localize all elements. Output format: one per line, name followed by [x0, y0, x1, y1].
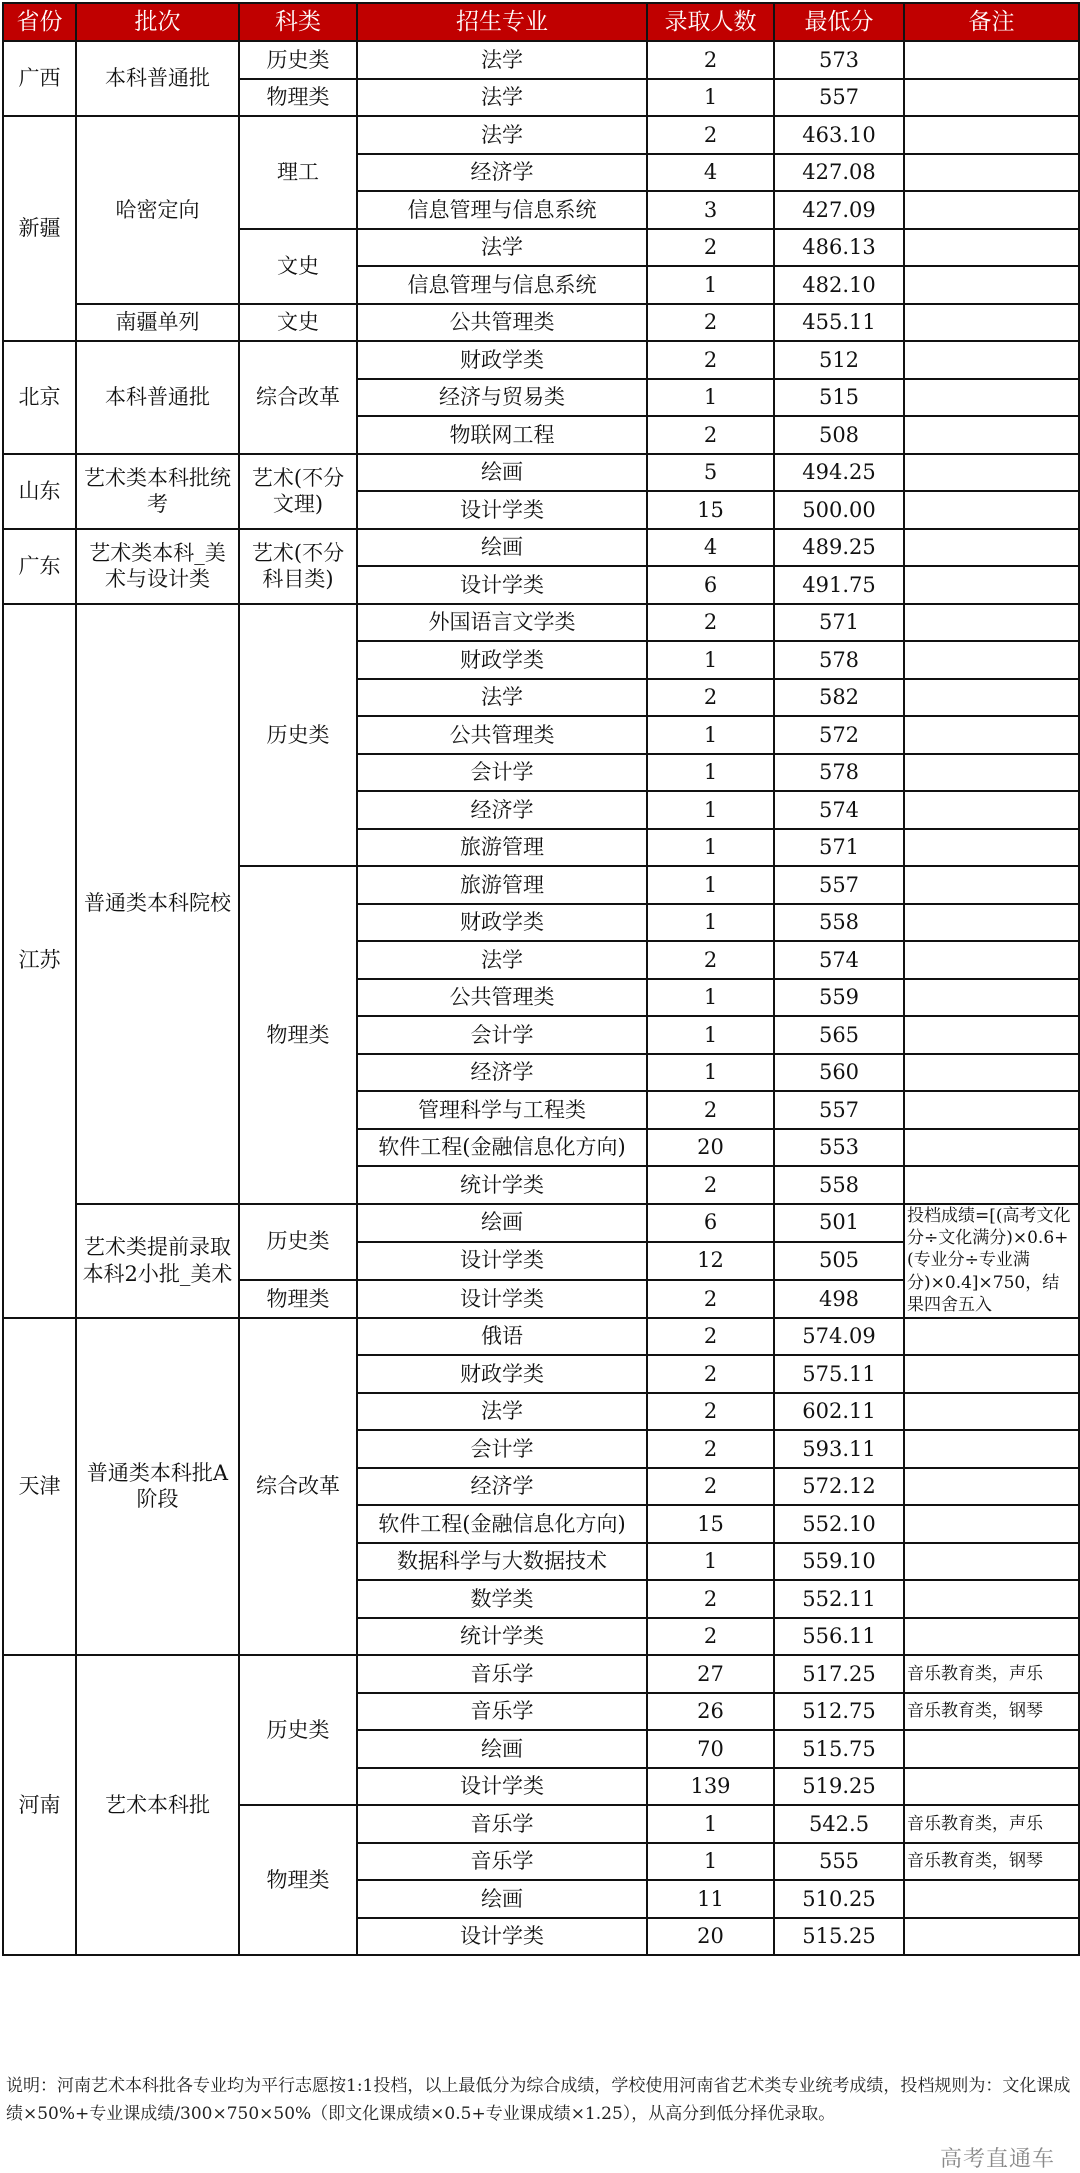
batch-cell: 本科普通批	[76, 41, 239, 116]
min-score-cell: 510.25	[774, 1880, 904, 1918]
count-cell: 2	[647, 1430, 774, 1468]
count-cell: 2	[647, 116, 774, 154]
min-score-cell: 455.11	[774, 304, 904, 342]
count-cell: 1	[647, 716, 774, 754]
min-score-cell: 559	[774, 979, 904, 1017]
count-cell: 139	[647, 1768, 774, 1806]
min-score-cell: 553	[774, 1129, 904, 1167]
min-score-cell: 574	[774, 941, 904, 979]
province-cell: 河南	[3, 1655, 76, 1955]
remark-cell	[904, 1016, 1079, 1054]
province-cell: 北京	[3, 341, 76, 454]
count-cell: 2	[647, 1166, 774, 1204]
min-score-cell: 512.75	[774, 1693, 904, 1731]
count-cell: 1	[647, 979, 774, 1017]
remark-cell	[904, 41, 1079, 79]
table-row	[3, 454, 1079, 492]
remark-cell	[904, 1091, 1079, 1129]
table-row	[3, 304, 1079, 342]
count-cell: 2	[647, 604, 774, 642]
column-header: 批次	[76, 3, 239, 41]
count-cell: 2	[647, 1393, 774, 1431]
major-cell: 统计学类	[357, 1166, 647, 1204]
category-cell: 物理类	[239, 866, 357, 1204]
count-cell: 2	[647, 1318, 774, 1356]
remark-cell	[904, 266, 1079, 304]
remark-cell: 音乐教育类，声乐	[904, 1655, 1079, 1693]
major-cell: 旅游管理	[357, 866, 647, 904]
remark-cell	[904, 1918, 1079, 1956]
major-cell: 经济学	[357, 1054, 647, 1092]
major-cell: 法学	[357, 229, 647, 267]
major-cell: 音乐学	[357, 1693, 647, 1731]
remark-cell	[904, 941, 1079, 979]
remark-cell	[904, 604, 1079, 642]
min-score-cell: 582	[774, 679, 904, 717]
table-row	[3, 1655, 1079, 1693]
min-score-cell: 515.25	[774, 1918, 904, 1956]
remark-cell	[904, 154, 1079, 192]
count-cell: 1	[647, 1805, 774, 1843]
min-score-cell: 578	[774, 641, 904, 679]
category-cell: 综合改革	[239, 1318, 357, 1656]
remark-cell	[904, 754, 1079, 792]
table-row	[3, 604, 1079, 642]
count-cell: 2	[647, 1355, 774, 1393]
major-cell: 法学	[357, 679, 647, 717]
min-score-cell: 573	[774, 41, 904, 79]
major-cell: 财政学类	[357, 641, 647, 679]
count-cell: 2	[647, 229, 774, 267]
count-cell: 1	[647, 904, 774, 942]
count-cell: 2	[647, 304, 774, 342]
count-cell: 1	[647, 791, 774, 829]
remark-cell	[904, 791, 1079, 829]
watermark: 高考直通车	[940, 2147, 1056, 2172]
remark-cell	[904, 229, 1079, 267]
major-cell: 绘画	[357, 454, 647, 492]
remark-cell: 投档成绩=[(高考文化分÷文化满分)×0.6+(专业分÷专业满分)×0.4]×750，结果四舍五入	[904, 1204, 1079, 1318]
count-cell: 2	[647, 1618, 774, 1656]
count-cell: 1	[647, 1543, 774, 1581]
remark-cell	[904, 1768, 1079, 1806]
min-score-cell: 489.25	[774, 529, 904, 567]
remark-cell	[904, 1505, 1079, 1543]
major-cell: 信息管理与信息系统	[357, 266, 647, 304]
batch-cell: 艺术类本科批统考	[76, 454, 239, 529]
min-score-cell: 501	[774, 1204, 904, 1242]
table-body	[3, 41, 1079, 1955]
count-cell: 2	[647, 941, 774, 979]
min-score-cell: 574	[774, 791, 904, 829]
remark-cell	[904, 1129, 1079, 1167]
category-cell: 文史	[239, 304, 357, 342]
category-cell: 历史类	[239, 604, 357, 867]
count-cell: 1	[647, 866, 774, 904]
remark-cell	[904, 79, 1079, 117]
category-cell: 历史类	[239, 1204, 357, 1280]
major-cell: 绘画	[357, 1204, 647, 1242]
major-cell: 数据科学与大数据技术	[357, 1543, 647, 1581]
category-cell: 综合改革	[239, 341, 357, 454]
remark-cell	[904, 116, 1079, 154]
major-cell: 会计学	[357, 1016, 647, 1054]
count-cell: 1	[647, 829, 774, 867]
min-score-cell: 494.25	[774, 454, 904, 492]
min-score-cell: 602.11	[774, 1393, 904, 1431]
remark-cell	[904, 1618, 1079, 1656]
min-score-cell: 519.25	[774, 1768, 904, 1806]
province-cell: 广西	[3, 41, 76, 116]
count-cell: 15	[647, 1505, 774, 1543]
remark-cell: 音乐教育类，钢琴	[904, 1693, 1079, 1731]
remark-cell	[904, 1393, 1079, 1431]
major-cell: 数学类	[357, 1580, 647, 1618]
table-row	[3, 1318, 1079, 1356]
major-cell: 软件工程(金融信息化方向)	[357, 1505, 647, 1543]
remark-cell	[904, 679, 1079, 717]
remark-cell	[904, 341, 1079, 379]
min-score-cell: 552.11	[774, 1580, 904, 1618]
min-score-cell: 517.25	[774, 1655, 904, 1693]
major-cell: 经济与贸易类	[357, 379, 647, 417]
min-score-cell: 578	[774, 754, 904, 792]
remark-cell	[904, 304, 1079, 342]
major-cell: 设计学类	[357, 1918, 647, 1956]
min-score-cell: 574.09	[774, 1318, 904, 1356]
min-score-cell: 575.11	[774, 1355, 904, 1393]
major-cell: 外国语言文学类	[357, 604, 647, 642]
major-cell: 绘画	[357, 1730, 647, 1768]
province-cell: 广东	[3, 529, 76, 604]
count-cell: 1	[647, 1054, 774, 1092]
remark-cell	[904, 904, 1079, 942]
count-cell: 2	[647, 1468, 774, 1506]
major-cell: 设计学类	[357, 1280, 647, 1318]
min-score-cell: 512	[774, 341, 904, 379]
major-cell: 信息管理与信息系统	[357, 191, 647, 229]
min-score-cell: 560	[774, 1054, 904, 1092]
remark-cell: 音乐教育类，钢琴	[904, 1843, 1079, 1881]
count-cell: 2	[647, 1580, 774, 1618]
table-row	[3, 116, 1079, 154]
batch-cell: 艺术本科批	[76, 1655, 239, 1955]
count-cell: 20	[647, 1129, 774, 1167]
batch-cell: 普通类本科院校	[76, 604, 239, 1204]
major-cell: 俄语	[357, 1318, 647, 1356]
remark-cell	[904, 1543, 1079, 1581]
admission-score-table	[2, 2, 1080, 1956]
major-cell: 设计学类	[357, 566, 647, 604]
count-cell: 12	[647, 1242, 774, 1280]
min-score-cell: 557	[774, 79, 904, 117]
min-score-cell: 557	[774, 1091, 904, 1129]
remark-cell	[904, 491, 1079, 529]
province-cell: 天津	[3, 1318, 76, 1656]
count-cell: 5	[647, 454, 774, 492]
count-cell: 2	[647, 679, 774, 717]
count-cell: 70	[647, 1730, 774, 1768]
remark-cell	[904, 454, 1079, 492]
column-header: 备注	[904, 3, 1079, 41]
min-score-cell: 542.5	[774, 1805, 904, 1843]
min-score-cell: 558	[774, 1166, 904, 1204]
major-cell: 设计学类	[357, 1242, 647, 1280]
remark-cell	[904, 1318, 1079, 1356]
min-score-cell: 482.10	[774, 266, 904, 304]
remark-cell	[904, 1430, 1079, 1468]
min-score-cell: 427.08	[774, 154, 904, 192]
remark-cell	[904, 1355, 1079, 1393]
remark-cell: 音乐教育类，声乐	[904, 1805, 1079, 1843]
count-cell: 6	[647, 566, 774, 604]
major-cell: 公共管理类	[357, 979, 647, 1017]
batch-cell: 南疆单列	[76, 304, 239, 342]
batch-cell: 艺术类本科_美术与设计类	[76, 529, 239, 604]
major-cell: 公共管理类	[357, 304, 647, 342]
min-score-cell: 556.11	[774, 1618, 904, 1656]
count-cell: 4	[647, 154, 774, 192]
major-cell: 财政学类	[357, 341, 647, 379]
major-cell: 会计学	[357, 1430, 647, 1468]
count-cell: 3	[647, 191, 774, 229]
table-row	[3, 1204, 1079, 1242]
major-cell: 设计学类	[357, 491, 647, 529]
category-cell: 艺术(不分科目类)	[239, 529, 357, 604]
min-score-cell: 427.09	[774, 191, 904, 229]
category-cell: 理工	[239, 116, 357, 229]
remark-cell	[904, 829, 1079, 867]
column-header: 科类	[239, 3, 357, 41]
min-score-cell: 508	[774, 416, 904, 454]
min-score-cell: 593.11	[774, 1430, 904, 1468]
count-cell: 27	[647, 1655, 774, 1693]
table-row	[3, 529, 1079, 567]
remark-cell	[904, 566, 1079, 604]
table-header-row	[3, 3, 1079, 41]
major-cell: 法学	[357, 79, 647, 117]
major-cell: 法学	[357, 1393, 647, 1431]
remark-cell	[904, 1580, 1079, 1618]
major-cell: 音乐学	[357, 1805, 647, 1843]
min-score-cell: 557	[774, 866, 904, 904]
count-cell: 20	[647, 1918, 774, 1956]
major-cell: 财政学类	[357, 1355, 647, 1393]
major-cell: 旅游管理	[357, 829, 647, 867]
major-cell: 财政学类	[357, 904, 647, 942]
min-score-cell: 572	[774, 716, 904, 754]
major-cell: 法学	[357, 116, 647, 154]
batch-cell: 本科普通批	[76, 341, 239, 454]
min-score-cell: 500.00	[774, 491, 904, 529]
min-score-cell: 463.10	[774, 116, 904, 154]
remark-cell	[904, 979, 1079, 1017]
min-score-cell: 571	[774, 829, 904, 867]
count-cell: 2	[647, 41, 774, 79]
category-cell: 物理类	[239, 1280, 357, 1318]
remark-cell	[904, 416, 1079, 454]
category-cell: 物理类	[239, 79, 357, 117]
category-cell: 物理类	[239, 1805, 357, 1955]
column-header: 招生专业	[357, 3, 647, 41]
min-score-cell: 498	[774, 1280, 904, 1318]
min-score-cell: 565	[774, 1016, 904, 1054]
min-score-cell: 571	[774, 604, 904, 642]
count-cell: 4	[647, 529, 774, 567]
major-cell: 音乐学	[357, 1655, 647, 1693]
count-cell: 1	[647, 1016, 774, 1054]
count-cell: 11	[647, 1880, 774, 1918]
major-cell: 管理科学与工程类	[357, 1091, 647, 1129]
min-score-cell: 555	[774, 1843, 904, 1881]
remark-cell	[904, 191, 1079, 229]
category-cell: 历史类	[239, 1655, 357, 1805]
min-score-cell: 505	[774, 1242, 904, 1280]
table-row	[3, 341, 1079, 379]
min-score-cell: 515.75	[774, 1730, 904, 1768]
min-score-cell: 491.75	[774, 566, 904, 604]
count-cell: 15	[647, 491, 774, 529]
major-cell: 经济学	[357, 1468, 647, 1506]
count-cell: 1	[647, 1843, 774, 1881]
province-cell: 山东	[3, 454, 76, 529]
major-cell: 经济学	[357, 154, 647, 192]
remark-cell	[904, 1730, 1079, 1768]
category-cell: 文史	[239, 229, 357, 304]
major-cell: 软件工程(金融信息化方向)	[357, 1129, 647, 1167]
count-cell: 2	[647, 416, 774, 454]
count-cell: 2	[647, 341, 774, 379]
remark-cell	[904, 641, 1079, 679]
min-score-cell: 572.12	[774, 1468, 904, 1506]
count-cell: 26	[647, 1693, 774, 1731]
count-cell: 1	[647, 266, 774, 304]
major-cell: 法学	[357, 941, 647, 979]
count-cell: 2	[647, 1280, 774, 1318]
count-cell: 1	[647, 379, 774, 417]
province-cell: 江苏	[3, 604, 76, 1318]
count-cell: 2	[647, 1091, 774, 1129]
remark-cell	[904, 716, 1079, 754]
category-cell: 历史类	[239, 41, 357, 79]
count-cell: 1	[647, 641, 774, 679]
major-cell: 绘画	[357, 529, 647, 567]
major-cell: 音乐学	[357, 1843, 647, 1881]
major-cell: 统计学类	[357, 1618, 647, 1656]
major-cell: 设计学类	[357, 1768, 647, 1806]
column-header: 省份	[3, 3, 76, 41]
column-header: 最低分	[774, 3, 904, 41]
remark-cell	[904, 1468, 1079, 1506]
major-cell: 会计学	[357, 754, 647, 792]
remark-cell	[904, 866, 1079, 904]
min-score-cell: 552.10	[774, 1505, 904, 1543]
major-cell: 经济学	[357, 791, 647, 829]
min-score-cell: 515	[774, 379, 904, 417]
min-score-cell: 486.13	[774, 229, 904, 267]
min-score-cell: 559.10	[774, 1543, 904, 1581]
remark-cell	[904, 379, 1079, 417]
min-score-cell: 558	[774, 904, 904, 942]
table-row	[3, 41, 1079, 79]
remark-cell	[904, 1880, 1079, 1918]
major-cell: 法学	[357, 41, 647, 79]
batch-cell: 哈密定向	[76, 116, 239, 304]
major-cell: 绘画	[357, 1880, 647, 1918]
major-cell: 物联网工程	[357, 416, 647, 454]
province-cell: 新疆	[3, 116, 76, 341]
batch-cell: 艺术类提前录取本科2小批_美术	[76, 1204, 239, 1318]
remark-cell	[904, 529, 1079, 567]
count-cell: 1	[647, 79, 774, 117]
column-header: 录取人数	[647, 3, 774, 41]
category-cell: 艺术(不分文理)	[239, 454, 357, 529]
batch-cell: 普通类本科批A阶段	[76, 1318, 239, 1656]
remark-cell	[904, 1166, 1079, 1204]
footer-note: 说明：河南艺术本科批各专业均为平行志愿按1:1投档，以上最低分为综合成绩，学校使用河南省艺术类专业统考成绩，投档规则为：文化课成绩×50%+专业课成绩/300×750×50%（即文化课成绩×0.5+专业课成绩×1.25），从高分到低分择优录取。	[6, 2076, 1071, 2124]
remark-cell	[904, 1054, 1079, 1092]
count-cell: 1	[647, 754, 774, 792]
count-cell: 6	[647, 1204, 774, 1242]
major-cell: 公共管理类	[357, 716, 647, 754]
